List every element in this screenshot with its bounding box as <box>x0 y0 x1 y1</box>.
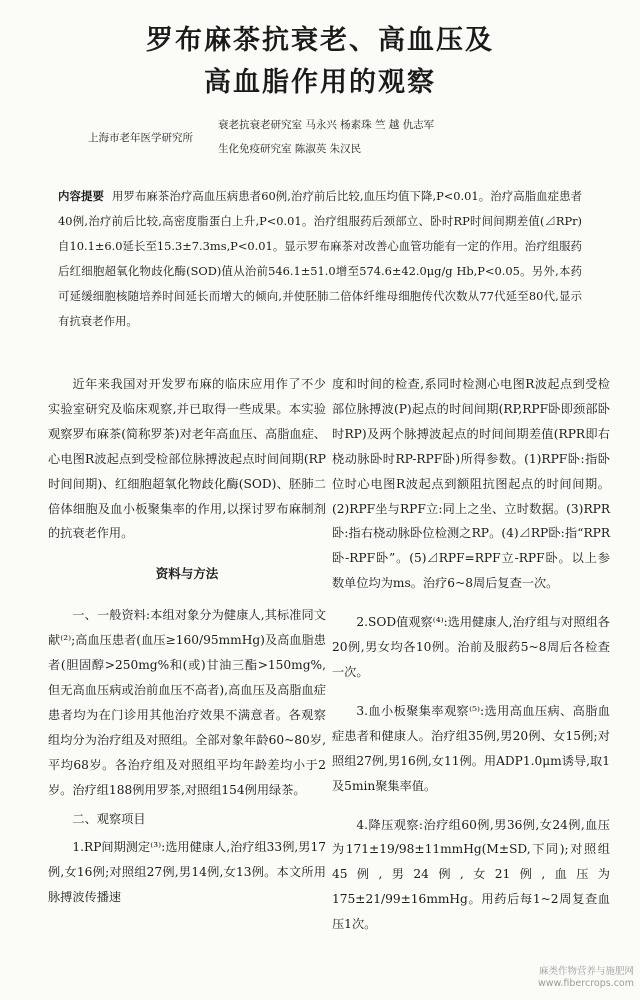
watermark-line-2: www.fibercrops.com <box>537 978 634 989</box>
author-lab-2: 生化免疫研究室 陈淑英 朱汉民 <box>218 143 362 155</box>
title-line-1: 罗布麻茶抗衰老、高血压及 <box>146 25 494 56</box>
blood-pressure-paragraph: 4.降压观察:治疗组60例,男36例,女24例,血压为171±19/98±11mmHg(M±SD,下同);对照组45例,男24例,女21例,血压为175±21/99±16mmHg。用药后每1~2周复查血压1次。 <box>332 817 610 932</box>
author-lab-1: 衰老抗衰老研究室 马永兴 杨素珠 竺 越 仇志军 <box>218 119 435 131</box>
title-line-2: 高血脂作用的观察 <box>204 67 436 98</box>
watermark <box>538 966 634 990</box>
general-info-text: 本组对象分为健康人,其标准同文献⁽²⁾;高血压患者(血压≥160/95mmHg)及高血脂患者(胆固醇>250mg%和(或)甘油三酯>150mg%,但无高血压病或治前血压不高者),高血压及高脂血症患者均为在门诊用其他治疗效果不满意者。各观察组均分为治疗组及对照组。全部对象年龄60~80岁,平均68岁。各治疗组及对照组平均年龄差均小于2岁。治疗组188例用罗茶,对照组154例用绿茶。 <box>48 608 327 797</box>
abstract-keyword: 内容提要 <box>58 189 104 203</box>
left-column <box>48 372 326 910</box>
watermark-line-1: 麻类作物营养与施肥网 <box>538 966 634 977</box>
sod-paragraph: 2.SOD值观察⁽⁴⁾:选用健康人,治疗组与对照组各20例,男女均各10例。治前及服药5~8周后各检查一次。 <box>332 615 610 679</box>
rp-method-paragraph: 度和时间的检查,系同时检测心电图R波起点到受检部位脉搏波(P)起点的时间间期(RP,RPF卧即颈部卧时RP)及两个脉搏波起点的时间间期差值(RPR即右桡动脉卧时RP-RPF卧)所得参数。(1)RPF卧:指卧位时心电图R波起点到额阻抗图起点的时间间期。(2)RPF坐与RPF立:同上之坐、立时数据。(3)RPR卧:指右桡动脉卧位检测之RP。(4)⊿RP卧:指“RPR卧-RPF卧”。(5)⊿RPF=RPF立-RPF卧。以上参数单位均为ms。治疗6~8周后复查一次。 <box>332 377 610 591</box>
general-info-paragraph <box>48 603 326 802</box>
rp-interval-paragraph: 1.RP间期测定⁽³⁾:选用健康人,治疗组33例,男17例,女16例;对照组27例,男14例,女13例。本文所用脉搏波传播速 <box>48 840 326 905</box>
section-heading: 资料与方法 <box>155 566 219 582</box>
author-institution: 上海市老年医学研究所 <box>88 132 193 144</box>
subheading-observation-items: 二、观察项目 <box>72 811 146 826</box>
subheading-general-info: 一、一般资料: <box>72 608 151 623</box>
platelet-paragraph: 3.血小板聚集率观察⁽⁵⁾:选用高血压病、高脂血症患者和健康人。治疗组35例,男20例、女15例;对照组27例,男16例,女11例。用ADP1.0μm诱导,取1及5min聚集率值。 <box>332 703 610 793</box>
abstract <box>58 184 582 334</box>
intro-paragraph: 近年来我国对开发罗布麻的临床应用作了不少实验室研究及临床观察,并已取得一些成果。本实验观察罗布麻茶(简称罗茶)对老年高血压、高脂血症、心电图R波起点到受检部位脉搏波起点时间间期(RP时间间期)、红细胞超氧化物歧化酶(SOD)、胚肺二倍体细胞及血小板聚集率的作用,以探讨罗布麻制剂的抗衰老作用。 <box>48 377 326 541</box>
abstract-text: 用罗布麻茶治疗高血压病患者60例,治疗前后比较,血压均值下降,P<0.01。治疗高脂血症患者40例,治疗前后比较,高密度脂蛋白上升,P<0.01。治疗组服药后颈部立、卧时RP时间间期差值(⊿RPr)自10.1±6.0延长至15.3±7.3ms,P<0.01。显示罗布麻茶对改善心血管功能有一定的作用。治疗组服药后红细胞超氧化物歧化酶(SOD)值从治前546.1±51.0增至574.6±42.0μg/g Hb,P<0.05。另外,本药可延缓细胞核随培养时间延长而增大的倾向,并使胚肺二倍体纤维母细胞传代次数从77代延至80代,显示有抗衰老作用。 <box>58 189 582 328</box>
right-column <box>332 372 610 937</box>
